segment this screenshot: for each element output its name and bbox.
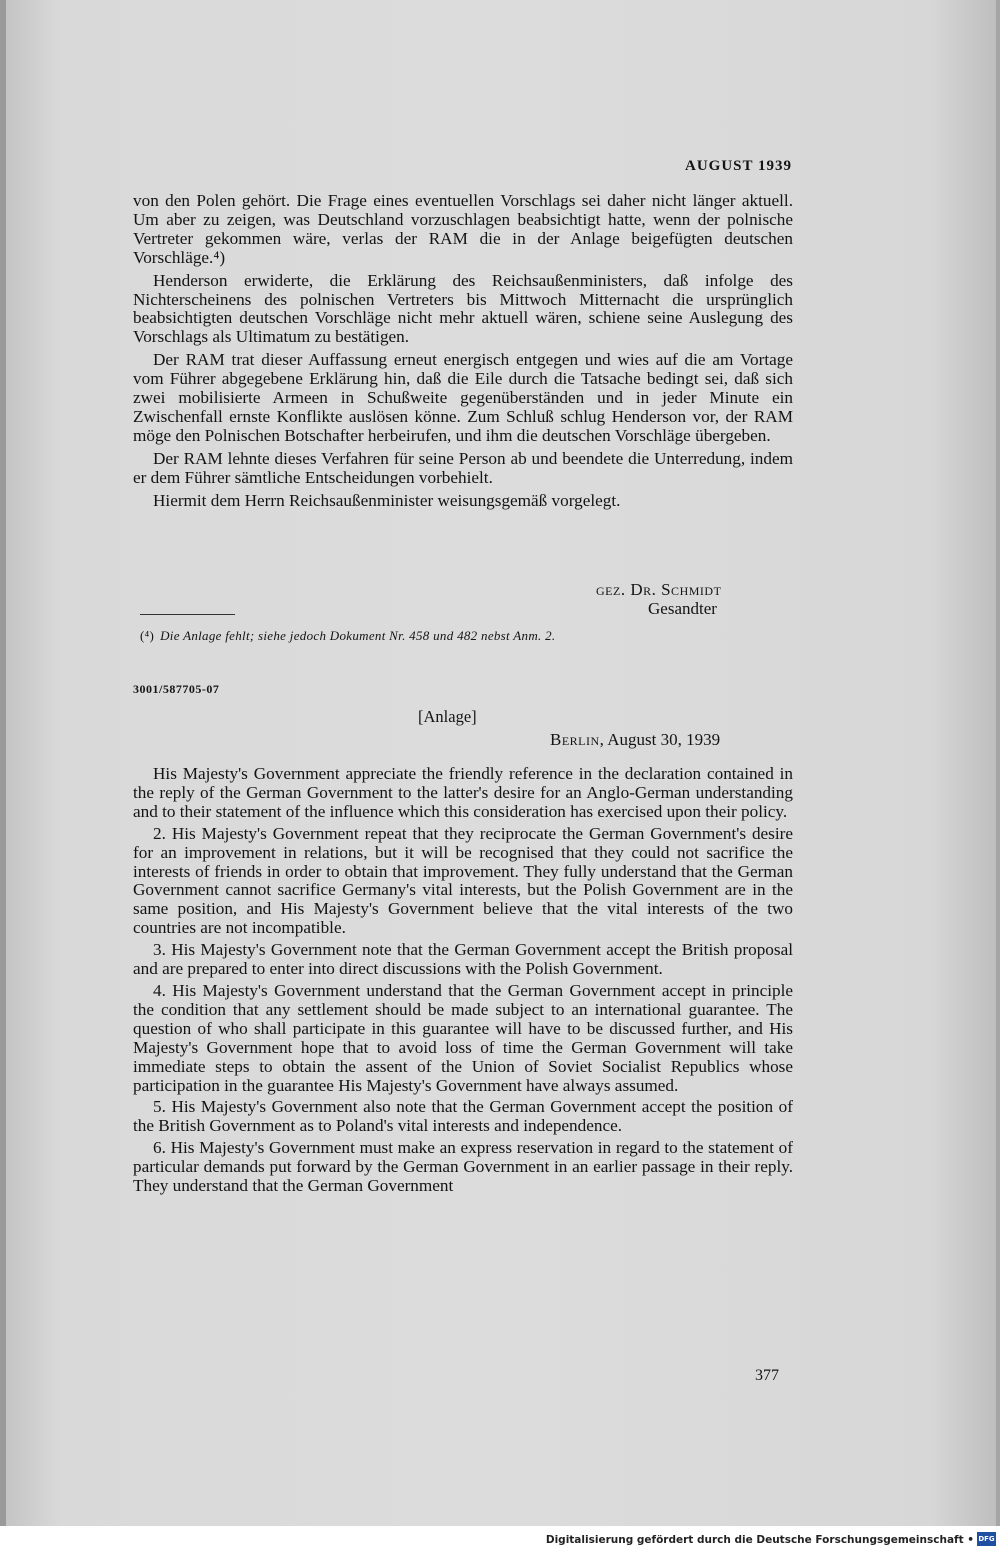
- document-body: [133, 765, 793, 1196]
- memo-paragraph: Der RAM lehnte dieses Verfahren für seine Person ab und beendete die Unterredung, indem er dem Führer sämtliche Entscheidungen vorbehielt.: [133, 448, 793, 487]
- footer-bar: [0, 1526, 1000, 1554]
- date: August 30, 1939: [607, 730, 721, 749]
- document-paragraph: 4. His Majesty's Government understand that the German Government accept in principle the condition that any settlement should be made subject to an international guarantee. The question of who shall participate in this guarantee will have to be discussed further, and His Majesty's Government hope that to avoid loss of time the German Government will take immediate steps to obtain the assent of the Union of Soviet Socialist Republics whose participation in the guarantee His Majesty's Government have always assumed.: [133, 980, 793, 1095]
- footnote-rule: [140, 614, 235, 615]
- memo-body: [133, 192, 793, 511]
- page-number: 377: [755, 1367, 779, 1384]
- document-paragraph: 6. His Majesty's Government must make an express reservation in regard to the statement of particular demands put forward by the German Government in an earlier passage in their reply. They understand that the German Government: [133, 1138, 793, 1196]
- page-edge-right: [996, 0, 1000, 1526]
- document-paragraph: His Majesty's Government appreciate the friendly reference in the declaration contained in the reply of the German Government to the latter's desire for an Anglo-German understanding and to their statement of the influence which this consideration has exercised upon their policy.: [133, 764, 793, 821]
- memo-paragraph: Der RAM trat dieser Auffassung erneut energisch entgegen und wies auf die am Vortage vom Führer abgegebene Erklärung hin, daß die Eile durch die Tatsache bedingt sei, daß sich zwei mobilisierte Armeen in Schußweite gegenüberständen und in jeder Minute ein Zwischenfall ernste Konflikte auslösen könne. Zum Schluß schlug Henderson vor, der RAM möge den Polnischen Botschafter herbeirufen, und ihm die deutschen Vorschläge übergeben.: [133, 350, 793, 445]
- document-paragraph: 5. His Majesty's Government also note that the German Government accept the position of the British Government as to Poland's vital interests and independence.: [133, 1097, 793, 1136]
- memo-paragraph: Hiermit dem Herrn Reichsaußenminister weisungsgemäß vorgelegt.: [153, 490, 621, 510]
- signature-title: Gesandter: [648, 599, 717, 618]
- document-number: 3001/587705-07: [133, 682, 220, 696]
- signature-name: gez. Dr. Schmidt: [596, 580, 722, 599]
- memo-paragraph: von den Polen gehört. Die Frage eines eventuellen Vorschlags sei daher nicht länger aktuell. Um aber zu zeigen, was Deutschland vorzuschlagen beabsichtigt hatte, wenn der polnische Vertreter gekommen wäre, verlas der RAM die in der Anlage beigefügten deutschen Vorschläge.⁴): [133, 191, 793, 267]
- dfg-logo-icon: DFG: [977, 1532, 996, 1546]
- funding-credit: Digitalisierung gefördert durch die Deutsche Forschungsgemeinschaft •: [545, 1534, 974, 1546]
- memo-paragraph: Henderson erwiderte, die Erklärung des Reichsaußenministers, daß infolge des Nichterscheinens des polnischen Vertreters bis Mittwoch Mitternacht die ursprünglich beabsichtigten deutschen Vorschläge nicht mehr aktuell wären, schiene seine Auslegung des Vorschlags als Ultimatum zu bestätigen.: [133, 270, 793, 347]
- page-edge-left: [0, 0, 6, 1526]
- document-paragraph: 3. His Majesty's Government note that the German Government accept the British proposal and are prepared to enter into direct discussions with the Polish Government.: [133, 940, 793, 979]
- document-paragraph: 2. His Majesty's Government repeat that they reciprocate the German Government's desire for an improvement in relations, but it will be recognised that they could not sacrifice the interests of friends in order to obtain that improvement. They fully understand that the German Government cannot sacrifice Germany's vital interests, but the Polish Government are in the same position, and His Majesty's Government believe that the vital interests of the two countries are not incompatible.: [133, 823, 793, 938]
- place-date: Berlin, August 30, 1939: [550, 730, 721, 749]
- footnote-text: Die Anlage fehlt; siehe jedoch Dokument Nr. 458 und 482 nebst Anm. 2.: [160, 628, 556, 643]
- signature-block: [596, 580, 721, 618]
- footnote-marker: (⁴): [140, 628, 155, 643]
- footnote: [140, 628, 555, 644]
- document-heading: [Anlage]: [418, 707, 477, 726]
- place: Berlin: [550, 730, 600, 749]
- running-head: AUGUST 1939: [685, 158, 792, 174]
